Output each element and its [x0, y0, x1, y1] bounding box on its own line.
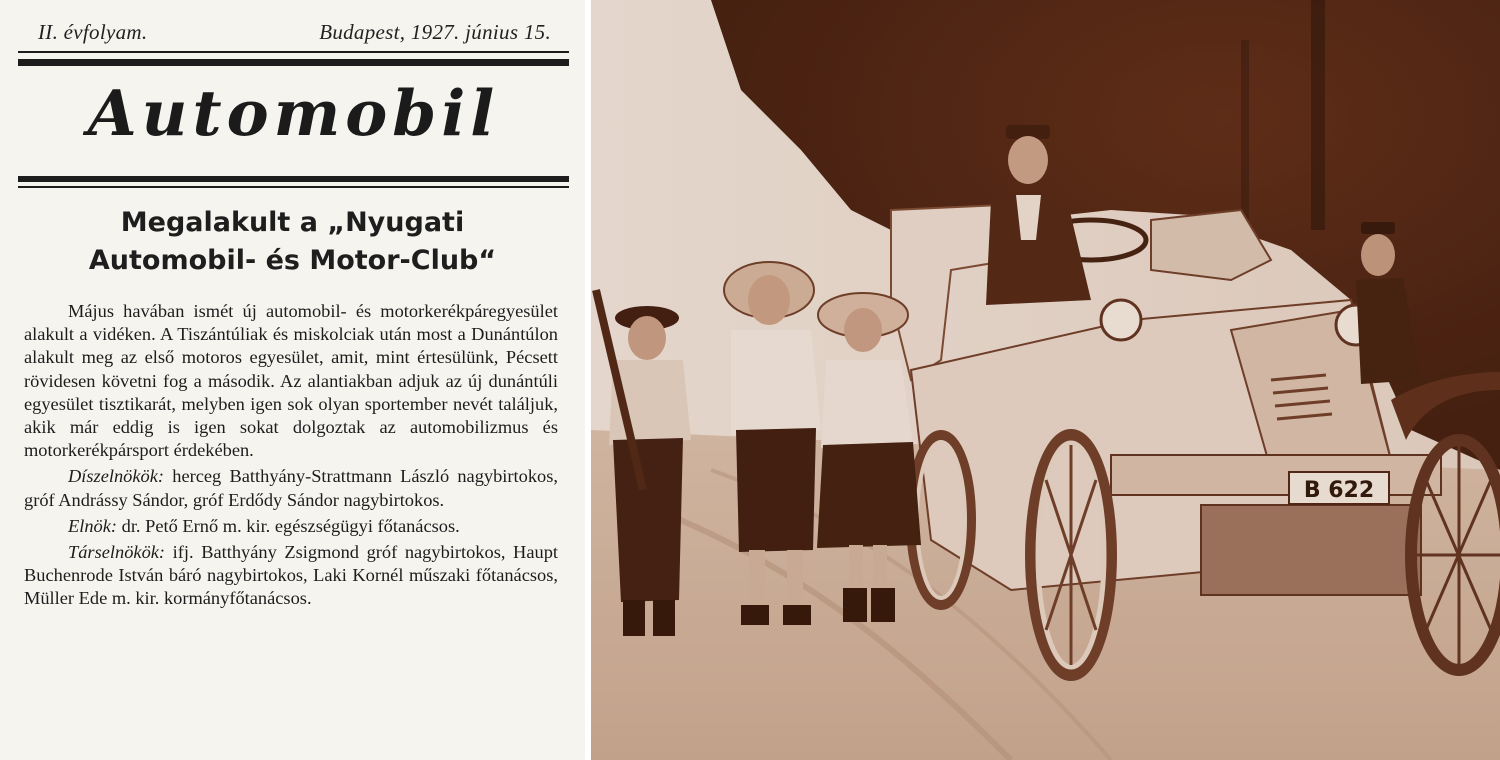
- article-intro: Május havában ismét új automobil- és motorkerékpáregyesület alakult a vidéken. A Tiszántúliak és miskolciak után most a Dunántúlon alakult meg az első motoros egyesület, amit, mint értesülünk, Pécsett rövidesen követni fog a második. Az alantiakban adjuk az új dunántúli egyesület tisztikarát, melyben igen sok olyan sportember nevét találjuk, akik már eddig is igen sokat dolgoztak az automobilizmus és motorkerékpársport érdekében.: [24, 301, 558, 461]
- masthead-rule: [18, 186, 569, 188]
- headline-line-1: Megalakult a „Nyugati: [120, 207, 465, 238]
- article-headline: [20, 204, 565, 280]
- vice-label: Társelnökök:: [68, 542, 166, 563]
- vice-text: ifj. Batthyány Zsigmond gróf nagybirtokos, Haupt Buchenrode István báró nagybirtokos, Laki Kornél műszaki főtanácsos, Müller Ede m. kir. kormányfőtanácsos.: [24, 542, 558, 609]
- dateline: Budapest, 1927. június 15.: [319, 20, 551, 44]
- honorary-label: Díszelnökök:: [68, 466, 165, 487]
- vintage-car-photo: [591, 0, 1500, 760]
- newspaper-title: Automobil: [87, 76, 500, 150]
- sepia-overlay: [591, 0, 1500, 760]
- president-label: Elnök:: [68, 515, 118, 536]
- newspaper-clipping: [0, 0, 585, 760]
- masthead-info: [38, 20, 551, 45]
- article-body: [24, 300, 558, 611]
- license-plate-text: B 622: [1303, 478, 1375, 503]
- photo-illustration: [591, 0, 1500, 760]
- volume-label: II. évfolyam.: [38, 20, 148, 44]
- headline-line-2: Automobil- és Motor-Club“: [88, 245, 497, 276]
- honorary-text: herceg Batthyány-Strattmann László nagybirtokos, gróf Andrássy Sándor, gróf Erdődy Sándor nagybirtokos.: [24, 466, 558, 510]
- masthead-rule: [18, 51, 569, 53]
- vice-presidents: [24, 541, 558, 611]
- president-text: dr. Pető Ernő m. kir. egészségügyi főtanácsos.: [117, 515, 460, 536]
- masthead-rule: [18, 176, 569, 182]
- masthead-rule: [18, 59, 569, 66]
- honorary-presidents: [24, 465, 558, 511]
- president: [24, 515, 558, 538]
